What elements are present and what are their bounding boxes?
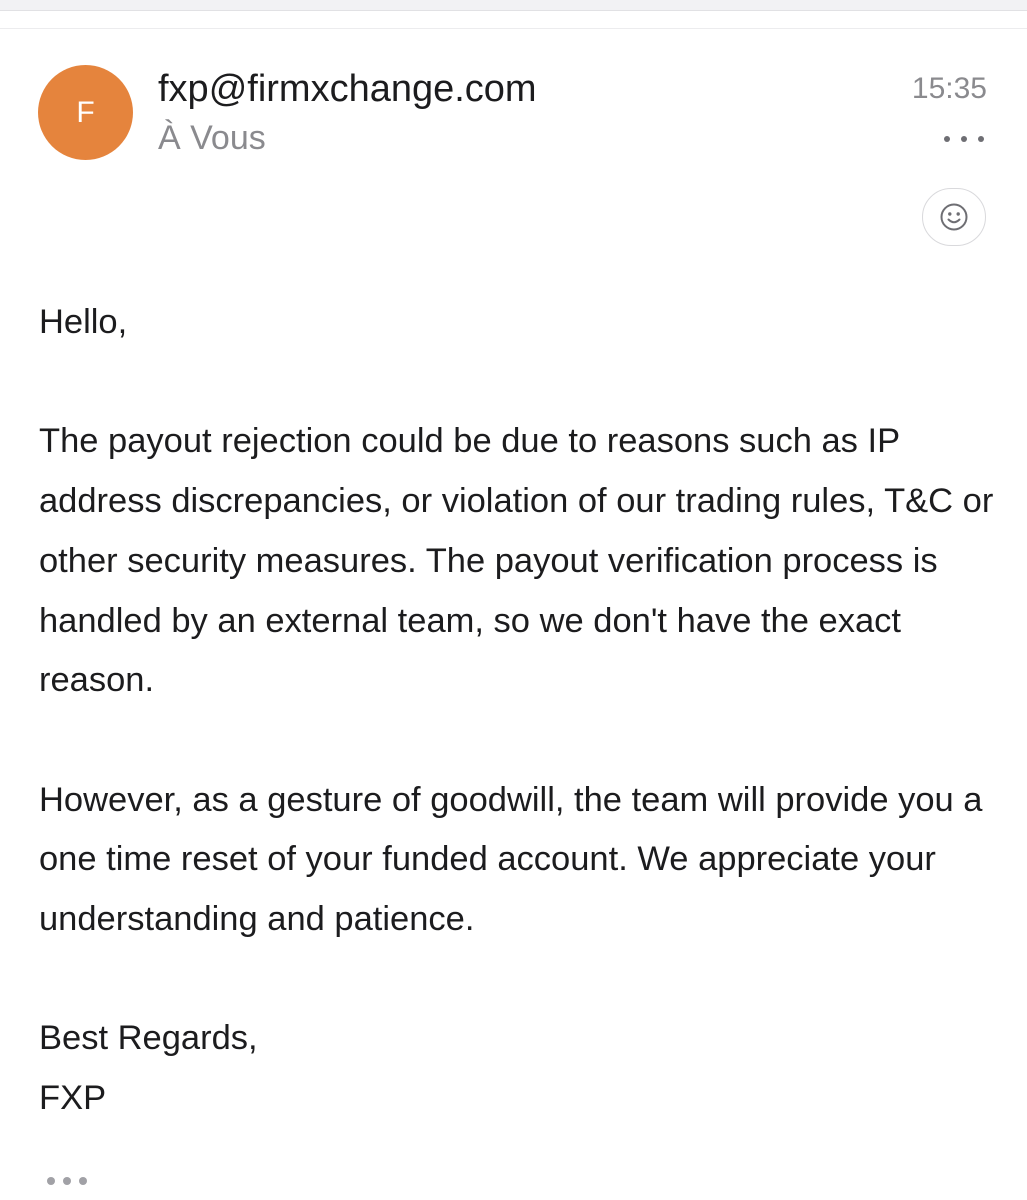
ellipsis-icon-dot xyxy=(79,1177,87,1185)
sender-address[interactable]: fxp@firmxchange.com xyxy=(158,68,537,110)
greeting: Hello, xyxy=(39,303,128,341)
body-paragraph: The payout rejection could be due to reasons such as IP address discrepancies, or violation of our trading rules, T&C or other security measures. The payout verification process is handled by an external team, so we don't have the exact reason. xyxy=(39,422,994,700)
email-body xyxy=(39,293,999,1129)
recipient-label: À Vous xyxy=(158,119,266,157)
top-bar xyxy=(0,0,1027,11)
signature-block xyxy=(39,1009,999,1128)
body-paragraph: However, as a gesture of goodwill, the team will provide you a one time reset of your funded account. We appreciate your understanding and patience. xyxy=(39,780,983,938)
ellipsis-icon-dot xyxy=(63,1177,71,1185)
show-quoted-text-button[interactable] xyxy=(47,1172,87,1190)
sender-avatar[interactable] xyxy=(38,65,133,160)
ellipsis-icon xyxy=(944,136,950,142)
avatar-initial: F xyxy=(76,95,95,129)
timestamp: 15:35 xyxy=(911,72,987,105)
ellipsis-icon-dot xyxy=(961,136,967,142)
signature: FXP xyxy=(39,1079,107,1118)
more-options-button[interactable] xyxy=(944,124,984,154)
header-divider xyxy=(0,28,1027,29)
smiley-icon xyxy=(939,202,969,232)
add-reaction-button[interactable] xyxy=(922,188,986,246)
ellipsis-icon-dot xyxy=(978,136,984,142)
ellipsis-icon xyxy=(47,1177,55,1185)
closing: Best Regards, xyxy=(39,1019,258,1058)
